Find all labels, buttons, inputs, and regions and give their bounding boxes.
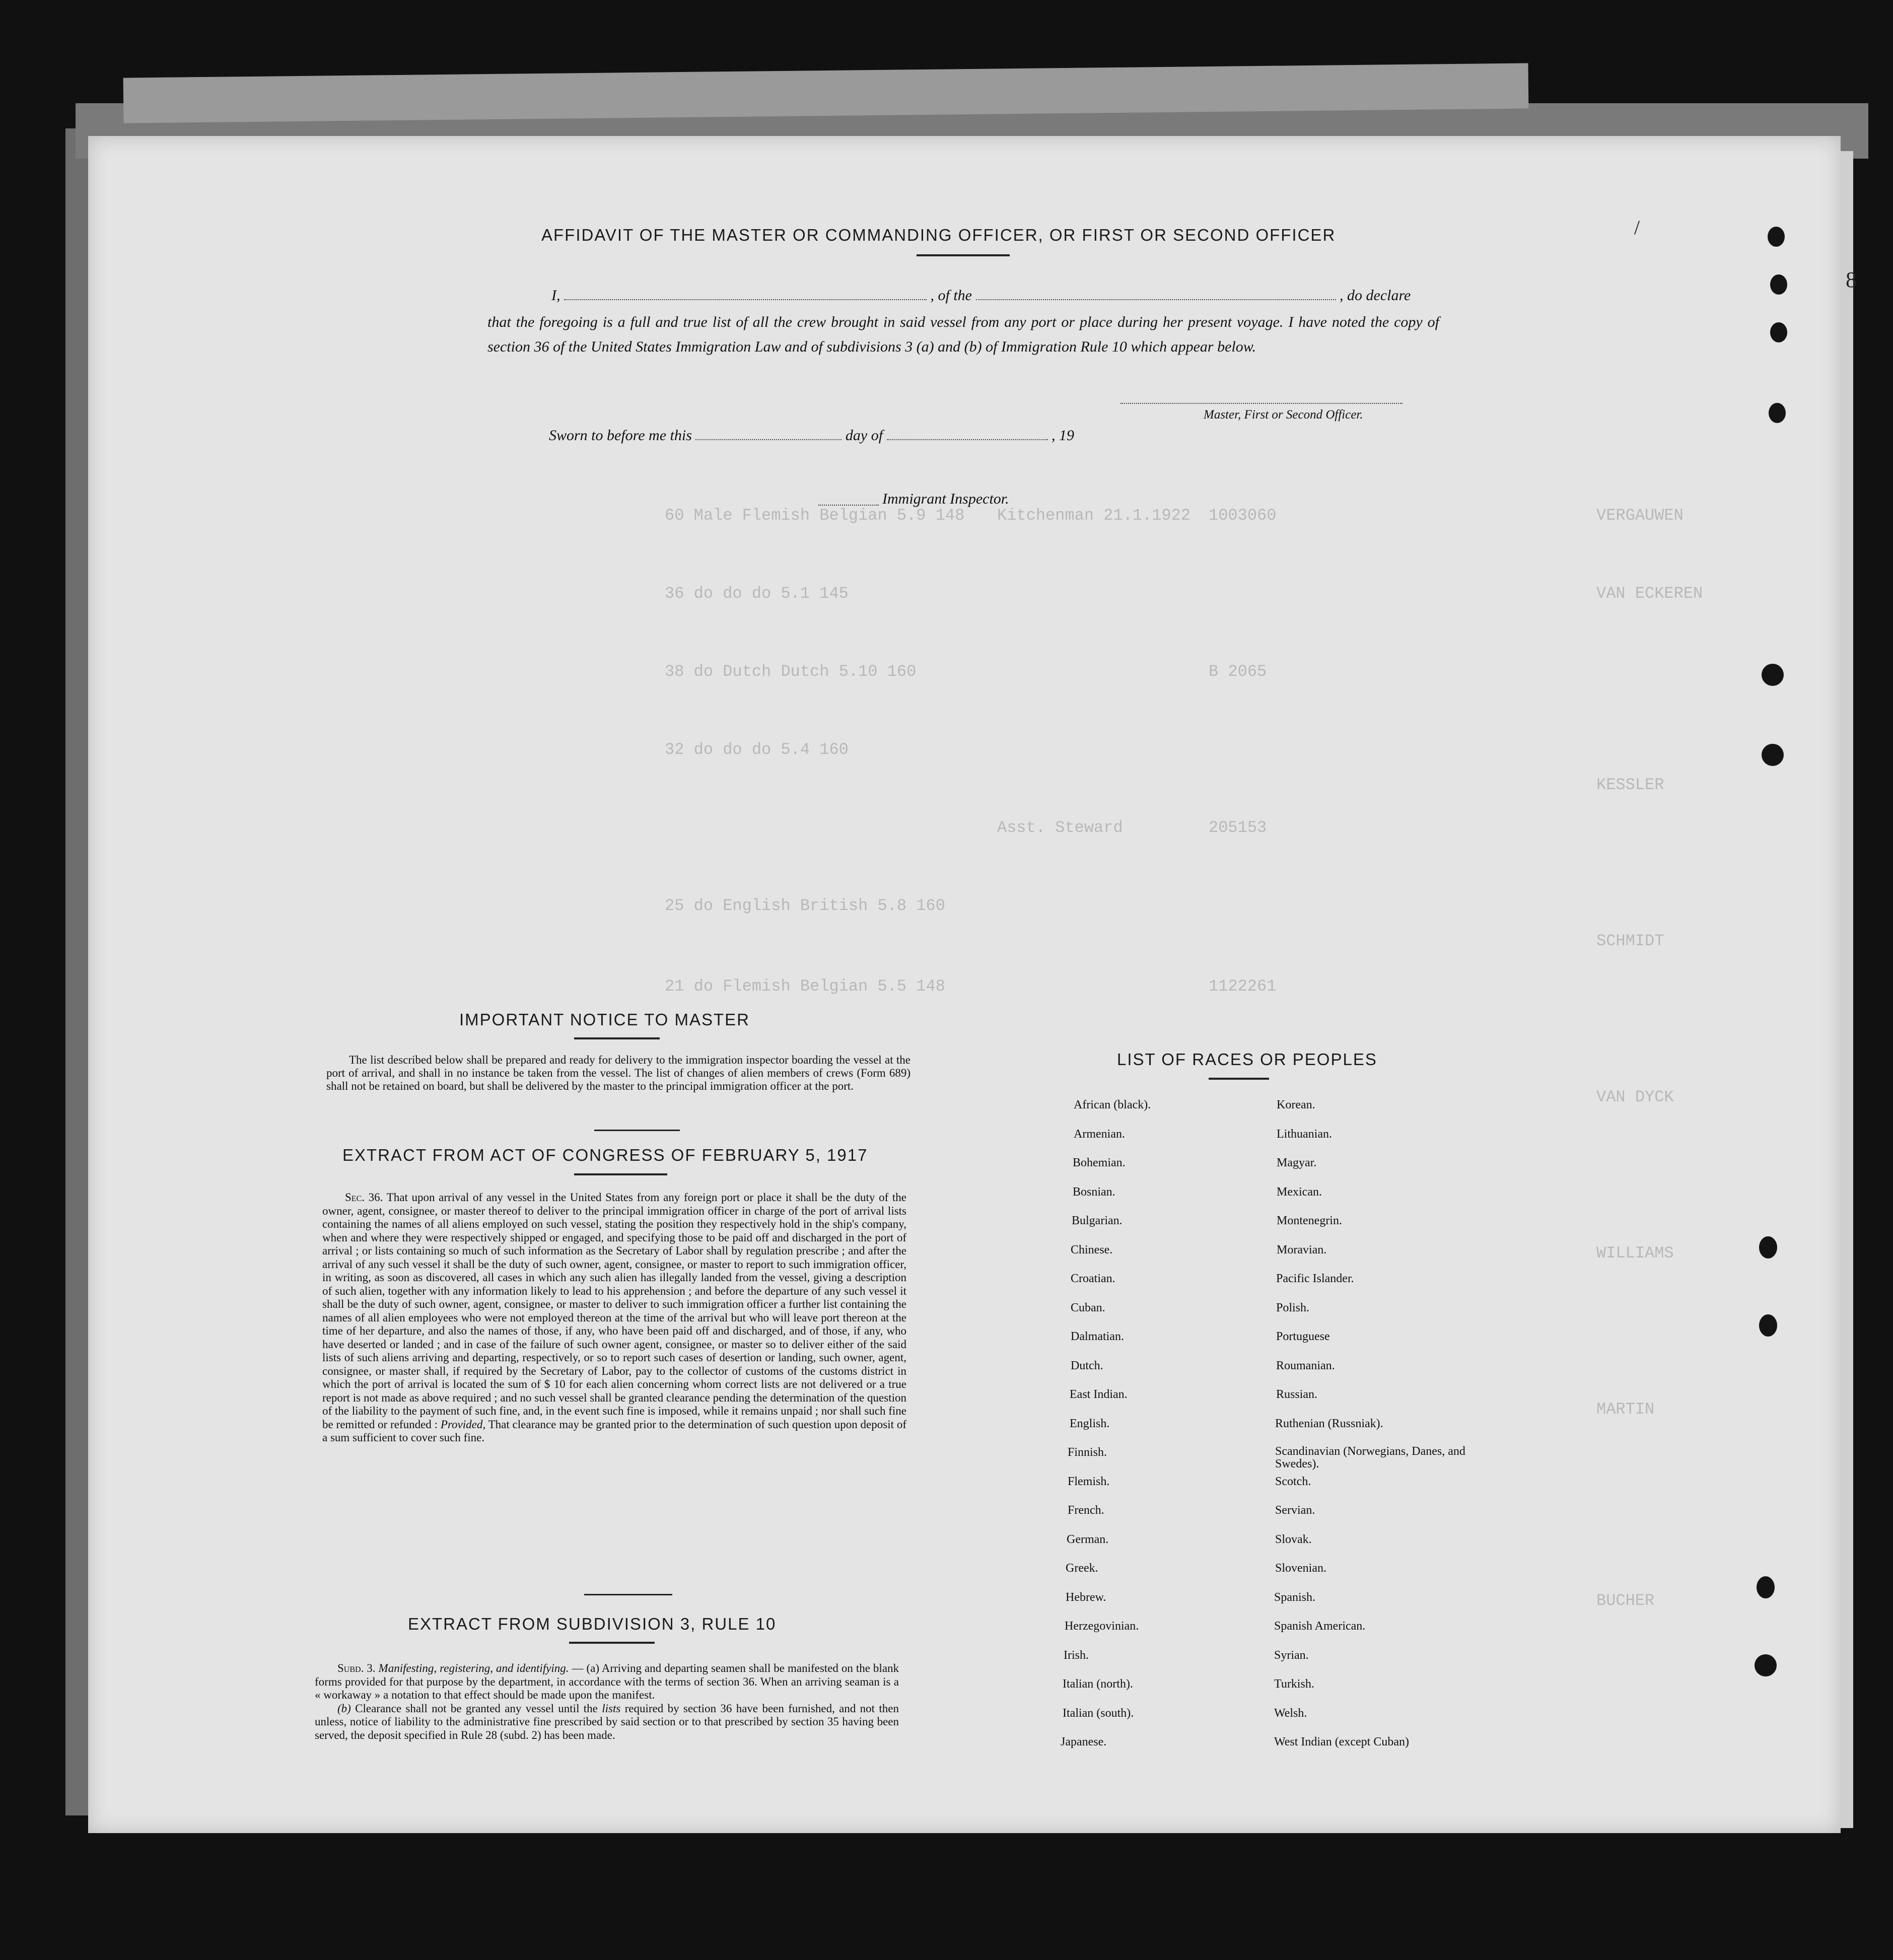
margin-tick-mark: / — [1634, 216, 1640, 239]
binder-hole-icon — [1757, 1576, 1775, 1598]
race-item: French. — [1068, 1504, 1104, 1517]
binder-hole-icon — [1755, 1654, 1777, 1676]
of-the-label: , of the — [930, 287, 972, 304]
race-item: Italian (north). — [1063, 1677, 1133, 1691]
race-item: Montenegrin. — [1277, 1214, 1342, 1227]
subd-label: Subd. 3. — [337, 1662, 376, 1674]
race-item: Lithuanian. — [1277, 1127, 1332, 1141]
race-item: Polish. — [1276, 1301, 1310, 1314]
binder-hole-icon — [1769, 403, 1786, 423]
race-item: Bulgarian. — [1072, 1214, 1123, 1227]
race-item: Irish. — [1064, 1648, 1089, 1662]
affidavit-declarant-line — [551, 287, 1411, 304]
race-item: English. — [1070, 1417, 1110, 1430]
races-title-rule — [1209, 1078, 1269, 1080]
race-item: Ruthenian (Russniak). — [1275, 1417, 1383, 1430]
master-signature-line[interactable] — [1120, 403, 1403, 404]
section-text: That upon arrival of any vessel in the United States from any foreign port or place it shall be the duty of the owner, agent, consignee, or master thereof to deliver to the principal immigration officer in charge of the port of arrival lists containing the names of all aliens employed on such vessel, stating the position they respectively hold in the ship's company, when and where they were respectively shipped or engaged, and specifying those to be paid off and discharged in the port of arrival ; or lists containing so much of such information as the Secretary of Labor shall by regulation prescribe ; and after the arrival of any such vessel it shall be the duty of such owner, agent, consignee, or master to report to such immigration officer, in writing, as soon as discovered, all cases in which any such alien has illegally landed from the vessel, giving a description of such alien, together with any information likely to lead to his apprehension ; and before the departure of any such vessel it shall be the duty of such owner, agent, consignee, or master to deliver to such immigration officer a further list containing the names of all alien employees who were not employed thereon at the time of the arrival but who will leave port thereon at the time of her departure, and also the names of those, if any, who have been paid off and discharged, and of those, if any, who have deserted or landed ; and in case of the failure of such owner agent, consignee, or master so to deliver either of the said lists of such aliens arriving and departing, respectively, or so to report such cases of desertion or landing, such owner, agent, consignee, or master shall, if required by the Secretary of Labor, pay to the collector of customs of the customs district in which the port of arrival is located the sum of $ 10 for each alien concerning whom correct lists are not delivered or a true report is not made as above required ; and no such vessel shall be granted clearance pending the determination of the question of the liability to the payment of such fine, and, in the event such fine is imposed, while it remains unpaid ; nor shall such fine be remitted or refunded : — [322, 1191, 906, 1431]
race-item: Korean. — [1277, 1098, 1315, 1111]
race-item: Japanese. — [1061, 1735, 1107, 1748]
race-item: Hebrew. — [1066, 1590, 1106, 1604]
race-item: Welsh. — [1274, 1706, 1307, 1720]
race-item: Scandinavian (Norwegians, Danes, and Swedes). — [1275, 1445, 1465, 1471]
race-item: Dutch. — [1071, 1359, 1103, 1372]
master-signature-label: Master, First or Second Officer. — [1204, 408, 1363, 422]
affidavit-title: AFFIDAVIT OF THE MASTER OR COMMANDING OFFICER, OR FIRST OR SECOND OFFICER — [541, 226, 1336, 244]
race-item: West Indian (except Cuban) — [1274, 1735, 1409, 1748]
day-of-label: day of — [845, 427, 883, 444]
sworn-month-field[interactable] — [887, 439, 1048, 440]
rule-subdivision-body — [315, 1662, 899, 1742]
binder-hole-icon — [1762, 664, 1784, 686]
races-title: LIST OF RACES OR PEOPLES — [1117, 1050, 1377, 1069]
subd-heading: Manifesting, registering, and identifying. — [378, 1662, 569, 1674]
race-item: Bosnian. — [1073, 1185, 1115, 1199]
declarant-name-field[interactable] — [564, 299, 927, 300]
race-item: Chinese. — [1071, 1243, 1113, 1256]
binder-hole-icon — [1770, 274, 1787, 295]
affidavit-title-rule — [917, 254, 1010, 256]
race-item: Herzegovinian. — [1065, 1620, 1139, 1633]
race-item: Finnish. — [1068, 1446, 1107, 1459]
notice-body: The list described below shall be prepared and ready for delivery to the immigration inspector boarding the vessel at the port of arrival, and shall in no instance be taken from the vessel. The list of changes of alien members of crews (Form 689) shall not be retained on board, but shall be delivered by the master to the principal immigration officer at the port. — [326, 1054, 910, 1092]
act-section-36-body — [322, 1191, 906, 1445]
sworn-day-field[interactable] — [695, 439, 842, 440]
subd-para-b-pre: Clearance shall not be granted any vessel until the — [355, 1702, 598, 1715]
binder-hole-icon — [1762, 744, 1784, 766]
race-item: Bohemian. — [1073, 1156, 1126, 1169]
races-left-column — [1058, 1098, 1249, 1764]
race-item: Dalmatian. — [1071, 1330, 1124, 1343]
race-item: Scotch. — [1275, 1475, 1311, 1488]
race-item: Moravian. — [1277, 1243, 1327, 1256]
race-item: Cuban. — [1071, 1301, 1105, 1314]
edge-page-number: 8 — [1846, 267, 1857, 292]
binder-hole-icon — [1770, 322, 1787, 342]
race-item: Greek. — [1066, 1562, 1098, 1575]
race-item: Pacific Islander. — [1276, 1272, 1354, 1285]
race-item: Flemish. — [1068, 1475, 1110, 1488]
section-text-end: That clearance may be granted prior to the determination of such question upon deposit of a sum sufficient to cover such fine. — [322, 1418, 906, 1444]
affidavit-body-text: that the foregoing is a full and true list of all the crew brought in said vessel from any port or place during her present voyage. I have noted the copy of section 36 of the United States Immigration Law and of subdivisions 3 (a) and (b) of Immigration Rule 10 which appear below. — [487, 314, 1439, 355]
race-item: African (black). — [1074, 1098, 1151, 1111]
race-item: Slovenian. — [1275, 1562, 1326, 1575]
race-item: Roumanian. — [1276, 1359, 1335, 1372]
act-divider-rule — [584, 1594, 672, 1595]
year-label: , 19 — [1051, 427, 1075, 444]
inspector-signature-line[interactable] — [818, 505, 879, 506]
subd-para-b-lists: lists — [602, 1702, 621, 1715]
act-extract-title: EXTRACT FROM ACT OF CONGRESS OF FEBRUARY 5, 1917 — [342, 1146, 868, 1164]
race-item: East Indian. — [1070, 1388, 1128, 1401]
rule-extract-title-rule — [569, 1642, 655, 1644]
binder-hole-icon — [1759, 1314, 1777, 1337]
binder-hole-icon — [1759, 1236, 1777, 1258]
subd-para-a: — (a) Arriving and departing seamen shall be manifested on the blank forms provided for that purpose by the department, in accordance with the terms of section 36. When an arriving seaman is a « workaway » a notation to that effect should be made upon the manifest. — [315, 1662, 899, 1701]
races-right-column — [1264, 1098, 1470, 1764]
race-item: Spanish American. — [1274, 1620, 1366, 1633]
race-item: Spanish. — [1274, 1590, 1316, 1604]
race-item: Russian. — [1276, 1388, 1318, 1401]
binder-hole-icon — [1768, 227, 1785, 247]
race-item: Croatian. — [1071, 1272, 1115, 1285]
inspector-label: Immigrant Inspector. — [882, 491, 1009, 507]
notice-title: IMPORTANT NOTICE TO MASTER — [459, 1010, 750, 1029]
rule-extract-title: EXTRACT FROM SUBDIVISION 3, RULE 10 — [408, 1615, 777, 1633]
document-page — [88, 136, 1841, 1833]
provided-label: Provided, — [440, 1418, 486, 1431]
declarant-i-label: I, — [551, 287, 560, 304]
race-item: Italian (south). — [1063, 1706, 1134, 1720]
act-extract-title-rule — [574, 1173, 667, 1175]
race-item: Armenian. — [1074, 1127, 1125, 1141]
race-item: Servian. — [1275, 1504, 1315, 1517]
section-label: Sec. 36. — [345, 1191, 383, 1204]
notice-title-rule — [574, 1037, 660, 1039]
race-item: Magyar. — [1277, 1156, 1317, 1169]
notice-divider-rule — [594, 1130, 680, 1131]
sworn-line — [549, 427, 1074, 444]
race-item: Syrian. — [1274, 1648, 1309, 1662]
race-item: Mexican. — [1277, 1185, 1322, 1199]
race-item: Portuguese — [1276, 1330, 1330, 1343]
vessel-name-field[interactable] — [976, 299, 1336, 300]
sworn-label: Sworn to before me this — [549, 427, 692, 444]
subd-para-b-label: (b) — [337, 1702, 351, 1715]
race-item: Slovak. — [1275, 1532, 1312, 1546]
affidavit-body — [487, 310, 1439, 359]
race-item: German. — [1067, 1532, 1109, 1546]
subd-para-b-post: required by section 36 have been furnished, and not then unless, notice of liability to the administrative fine prescribed by said section or to that prescribed by section 35 having been served, the deposit specified in Rule 28 (subd. 2) has been made. — [315, 1702, 899, 1741]
declare-label: , do declare — [1340, 287, 1411, 304]
race-item: Turkish. — [1274, 1677, 1314, 1691]
